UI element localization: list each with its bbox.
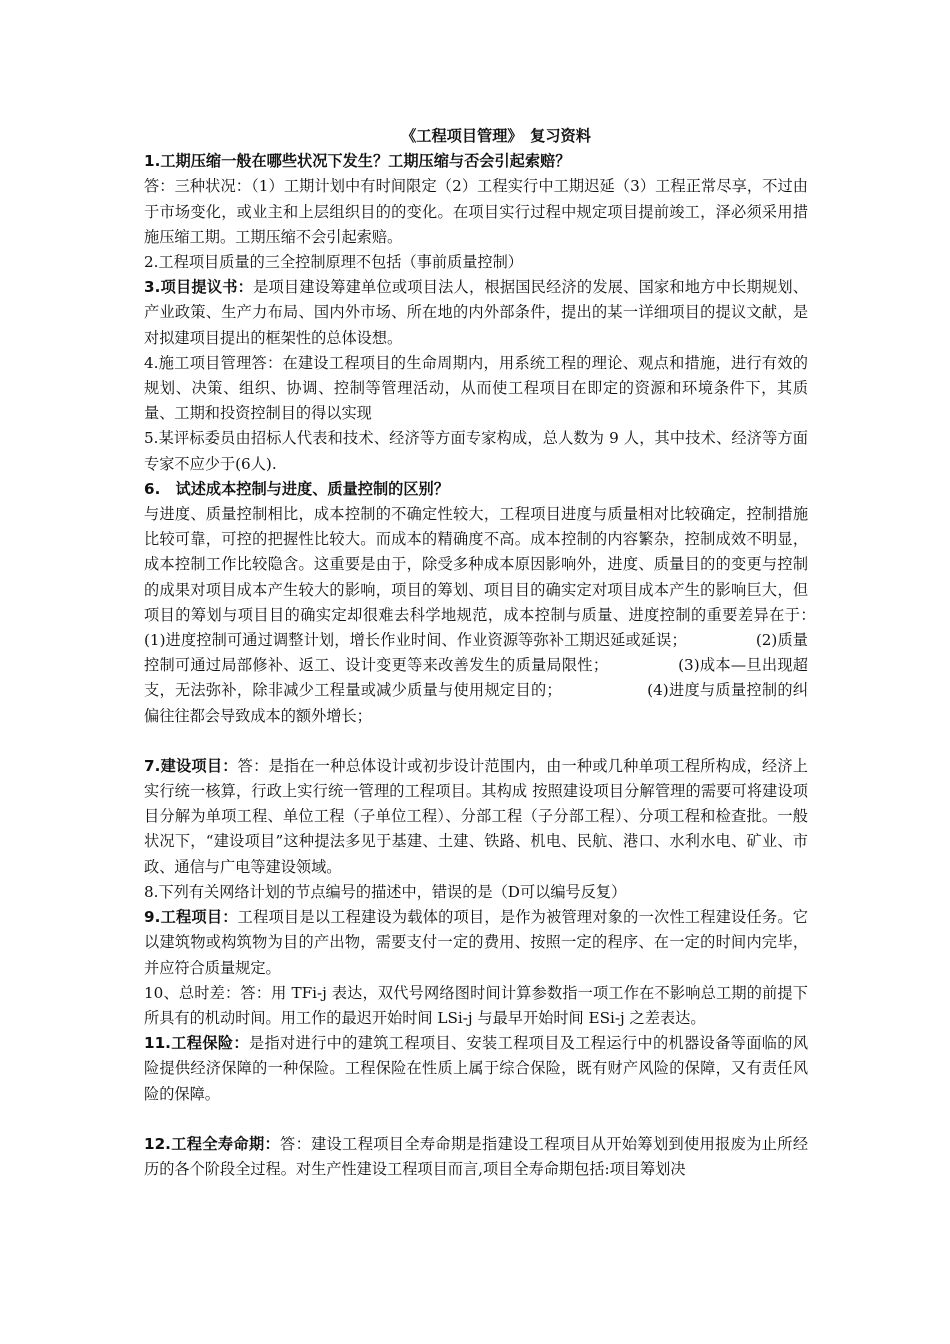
q12-definition: 答：建设工程项目全寿命期是指建设工程项目从开始筹划到使用报废为止所经历的各个阶段全过程。对生产性建设工程项目而言,项目全寿命期包括:项目筹划决 [144, 1134, 809, 1178]
q6-answer: 与进度、质量控制相比，成本控制的不确定性较大，工程项目进度与质量相对比较确定，控制措施比较可靠，可控的把握性比较大。而成本的精确度不高。成本控制的内容繁杂，控制成效不明显，成本控制工作比较隐含。这重要是由于，除受多种成本原因影响外，进度、质量目的的变更与控制的成果对项目成本产生较大的影响，项目的筹划、项目目的确实定对项目成本产生的影响巨大，但项目的筹划与项目目的确实定却很难去科学地规范，成本控制与质量、进度控制的重要差异在于： (1)进度控制可通过调整计划，增长作业时间、作业资源等弥补工期迟延或延误； (2)质量控制可通过局部修补、返工、设计变更等来改善发生的质量局限性； (3)成本—旦出现超支，无法弥补，除非减少工程量或减少质量与使用规定目的； (4)进度与质量控制的纠偏往往都会导致成本的额外增长； [144, 505, 900, 725]
q11-paragraph [144, 1031, 808, 1107]
q4-paragraph: 4.施工项目管理答：在建设工程项目的生命周期内，用系统工程的理论、观点和措施，进行有效的规划、决策、组织、协调、控制等管理活动，从而使工程项目在即定的资源和环境条件下，其质量、工期和投资控制目的得以实现 [144, 353, 808, 423]
q12-term: 12.工程全寿命期： [144, 1134, 281, 1153]
q12-paragraph [144, 1132, 808, 1182]
q3-term: 3.项目提议书： [144, 278, 254, 297]
q9-term: 9.工程项目： [144, 908, 238, 927]
q11-definition: 是指对进行中的建筑工程项目、安装工程项目及工程运行中的机器设备等面临的风险提供经济保障的一种保险。工程保险在性质上属于综合保险，既有财产风险的保障，又有责任风险的保障。 [144, 1034, 809, 1103]
q1-heading: 1.工期压缩一般在哪些状况下发生？工期压缩与否会引起索赔？ [144, 152, 571, 171]
q9-paragraph [144, 905, 808, 981]
q2-paragraph: 2.工程项目质量的三全控制原理不包括（事前质量控制） [144, 253, 523, 272]
q11-term: 11.工程保险： [144, 1034, 249, 1053]
q7-term: 7.建设项目： [144, 756, 238, 775]
spacer [144, 729, 808, 754]
q7-paragraph [144, 754, 808, 880]
q7-definition: 答：是指在一种总体设计或初步设计范围内，由一种或几种单项工程所构成，经济上实行统一核算，行政上实行统一管理的工程项目。其构成 按照建设项目分解管理的需要可将建设项目分解为单项工程、单位工程（子单位工程）、分部工程（子分部工程）、分项工程和检查批。一般状况下，“建设项目”这种提法多见于基建、土建、铁路、机电、民航、港口、水利水电、矿业、市政、通信与广电等建设领域。 [144, 756, 808, 876]
document-body [144, 124, 900, 1182]
q9-definition: 工程项目是以工程建设为载体的项目，是作为被管理对象的一次性工程建设任务。它以建筑物或构筑物为目的产出物，需要支付一定的费用、按照一定的程序、在一定的时间内完毕，并应符合质量规定。 [144, 908, 808, 977]
q10-paragraph: 10、总时差：答：用 TFi-j 表达，双代号网络图时间计算参数指一项工作在不影响总工期的前提下所具有的机动时间。用工作的最迟开始时间 LSi-j 与最早开始时间 ESi-j 之差表达。 [144, 983, 808, 1027]
q3-definition: 是项目建设筹建单位或项目法人，根据国民经济的发展、国家和地方中长期规划、产业政策、生产力布局、国内外市场、所在地的内外部条件，提出的某一详细项目的提议文献，是对拟建项目提出的框架性的总体设想。 [144, 278, 808, 347]
document-title: 《工程项目管理》 复习资料 [401, 127, 591, 145]
spacer [144, 1107, 808, 1132]
q3-paragraph [144, 275, 808, 351]
q1-answer: 答：三种状况：（1）工期计划中有时间限定（2）工程实行中工期迟延（3）工程正常尽享，不过由于市场变化，或业主和上层组织目的的变化。在项目实行过程中规定项目提前竣工，泽必须采用措施压缩工期。工期压缩不会引起索赔。 [144, 177, 808, 246]
q8-paragraph: 8.下列有关网络计划的节点编号的描述中，错误的是（D可以编号反复） [144, 882, 627, 901]
q5-paragraph: 5.某评标委员由招标人代表和技术、经济等方面专家构成，总人数为 9 人，其中技术、经济等方面专家不应少于(6人). [144, 429, 808, 473]
q6-heading: 6. 试述成本控制与进度、质量控制的区别？ [144, 479, 449, 498]
